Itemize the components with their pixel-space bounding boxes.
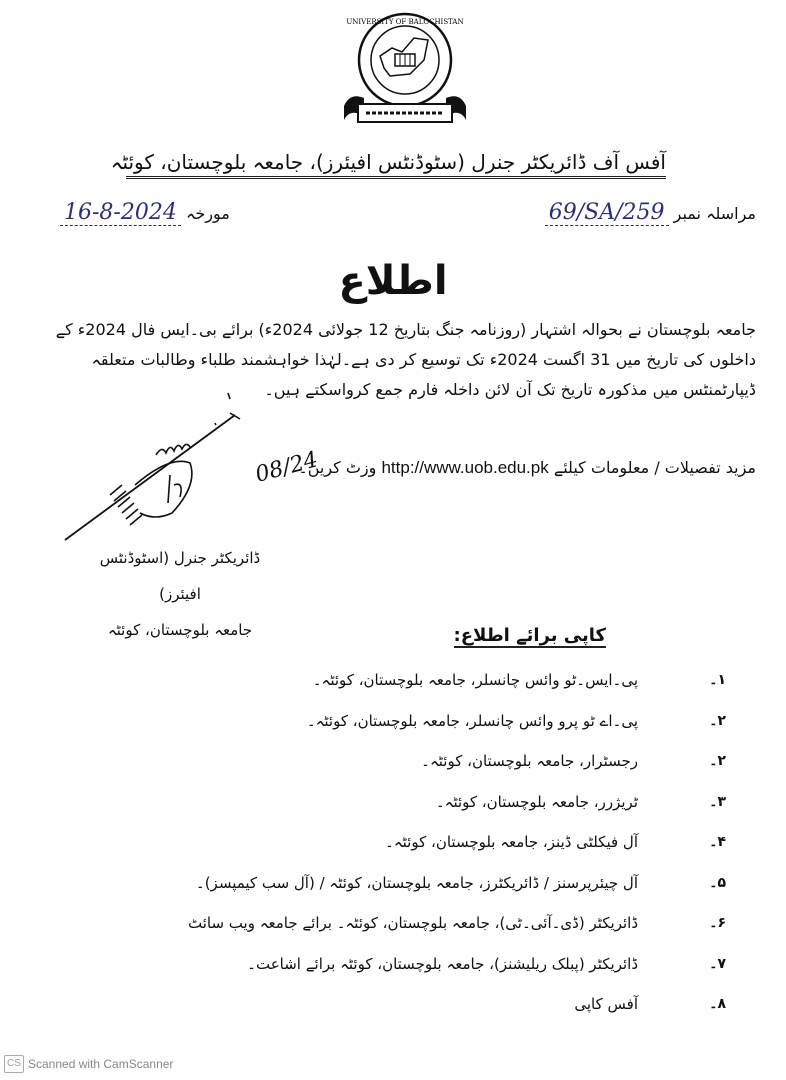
item-number: ۲۔ bbox=[709, 712, 726, 729]
signature-date: 08/24 bbox=[252, 447, 321, 488]
date-label: مورخہ bbox=[185, 204, 230, 223]
university-logo bbox=[340, 8, 470, 130]
item-number: ۷۔ bbox=[709, 955, 726, 972]
date-line bbox=[60, 200, 230, 226]
item-text: رجسٹرار، جامعہ بلوچستان، کوئٹہ۔ bbox=[421, 752, 638, 771]
notice-title: اطلاع bbox=[338, 258, 448, 304]
item-text: ٹریژرر، جامعہ بلوچستان، کوئٹہ۔ bbox=[435, 792, 638, 811]
logo-text: UNIVERSITY OF BALOCHISTAN bbox=[346, 18, 464, 26]
copy-to-item bbox=[166, 903, 726, 944]
item-number: ۴۔ bbox=[709, 834, 726, 851]
signatory-organization: جامعہ بلوچستان، کوئٹہ bbox=[107, 621, 253, 639]
item-text: ڈائریکٹر (پبلک ریلیشنز)، جامعہ بلوچستان، کوئٹہ برائے اشاعت۔ bbox=[247, 954, 638, 973]
item-number: ۸۔ bbox=[709, 996, 726, 1013]
more-info-suffix: وزٹ کریں۔ bbox=[298, 458, 377, 477]
item-number: ۵۔ bbox=[709, 874, 726, 891]
copy-to-item bbox=[166, 660, 726, 701]
signatory-title: ڈائریکٹر جنرل (اسٹوڈنٹس افیئرز) bbox=[99, 549, 261, 603]
copy-to-item bbox=[166, 822, 726, 863]
item-text: آفس کاپی bbox=[574, 995, 638, 1014]
item-text: آل فیکلٹی ڈینز، جامعہ بلوچستان، کوئٹہ۔ bbox=[385, 833, 638, 852]
copy-to-heading: کاپی برائے اطلاع: bbox=[453, 625, 606, 646]
signatory-block bbox=[95, 540, 265, 648]
notice-paragraph: جامعہ بلوچستان نے بحوالہ اشتہار (روزنامہ جنگ بتاریخ 12 جولائی 2024ء) برائے بی۔ایس فال 2024ء کے داخلوں کی تاریخ میں 31 اگست 2024ء تک توسیع کر دی ہے۔لہٰذا خواہشمند طلباء وطالبات متعلقہ ڈیپارٹمنٹس میں مذکورہ تاریخ تک آن لائن داخلہ فارم جمع کرواسکتے ہیں۔ bbox=[55, 320, 756, 399]
reference-line bbox=[545, 200, 756, 226]
copy-to-item bbox=[166, 863, 726, 904]
reference-number: 69/SA/259 bbox=[545, 200, 669, 226]
item-text: پی۔اے ٹو پرو وائس چانسلر، جامعہ بلوچستان، کوئٹہ۔ bbox=[306, 711, 638, 730]
copy-to-item bbox=[166, 782, 726, 823]
reference-label: مراسلہ نمبر bbox=[673, 204, 756, 223]
copy-to-item bbox=[166, 984, 726, 1025]
item-text: آل چیئرپرسنز / ڈائریکٹرز، جامعہ بلوچستان، کوئٹہ / (آل سب کیمپسز)۔ bbox=[195, 873, 638, 892]
item-number: ۱۔ bbox=[709, 672, 726, 689]
copy-to-item bbox=[166, 944, 726, 985]
camscanner-icon: CS bbox=[4, 1055, 24, 1073]
office-title: آفس آف ڈائریکٹر جنرل (سٹوڈنٹس افیئرز)، جامعہ بلوچستان، کوئٹہ bbox=[126, 150, 666, 179]
item-text: ڈائریکٹر (ڈی۔آئی۔ٹی)، جامعہ بلوچستان، کوئٹہ۔ برائے جامعہ ویب سائٹ bbox=[187, 914, 638, 933]
more-info-line bbox=[276, 458, 756, 478]
copy-to-item bbox=[166, 701, 726, 742]
date-value: 16-8-2024 bbox=[60, 200, 181, 226]
item-number: ۲۔ bbox=[709, 753, 726, 770]
copy-to-item bbox=[166, 741, 726, 782]
item-text: پی۔ایس۔ٹو وائس چانسلر، جامعہ بلوچستان، کوئٹہ۔ bbox=[312, 671, 638, 690]
copy-to-list bbox=[166, 660, 726, 1025]
item-number: ۳۔ bbox=[709, 793, 726, 810]
more-info-prefix: مزید تفصیلات / معلومات کیلئے bbox=[553, 458, 756, 477]
website-link[interactable]: http://www.uob.edu.pk bbox=[381, 458, 549, 477]
item-number: ۶۔ bbox=[709, 915, 726, 932]
scanner-watermark bbox=[4, 1055, 173, 1073]
watermark-text: Scanned with CamScanner bbox=[28, 1057, 174, 1071]
